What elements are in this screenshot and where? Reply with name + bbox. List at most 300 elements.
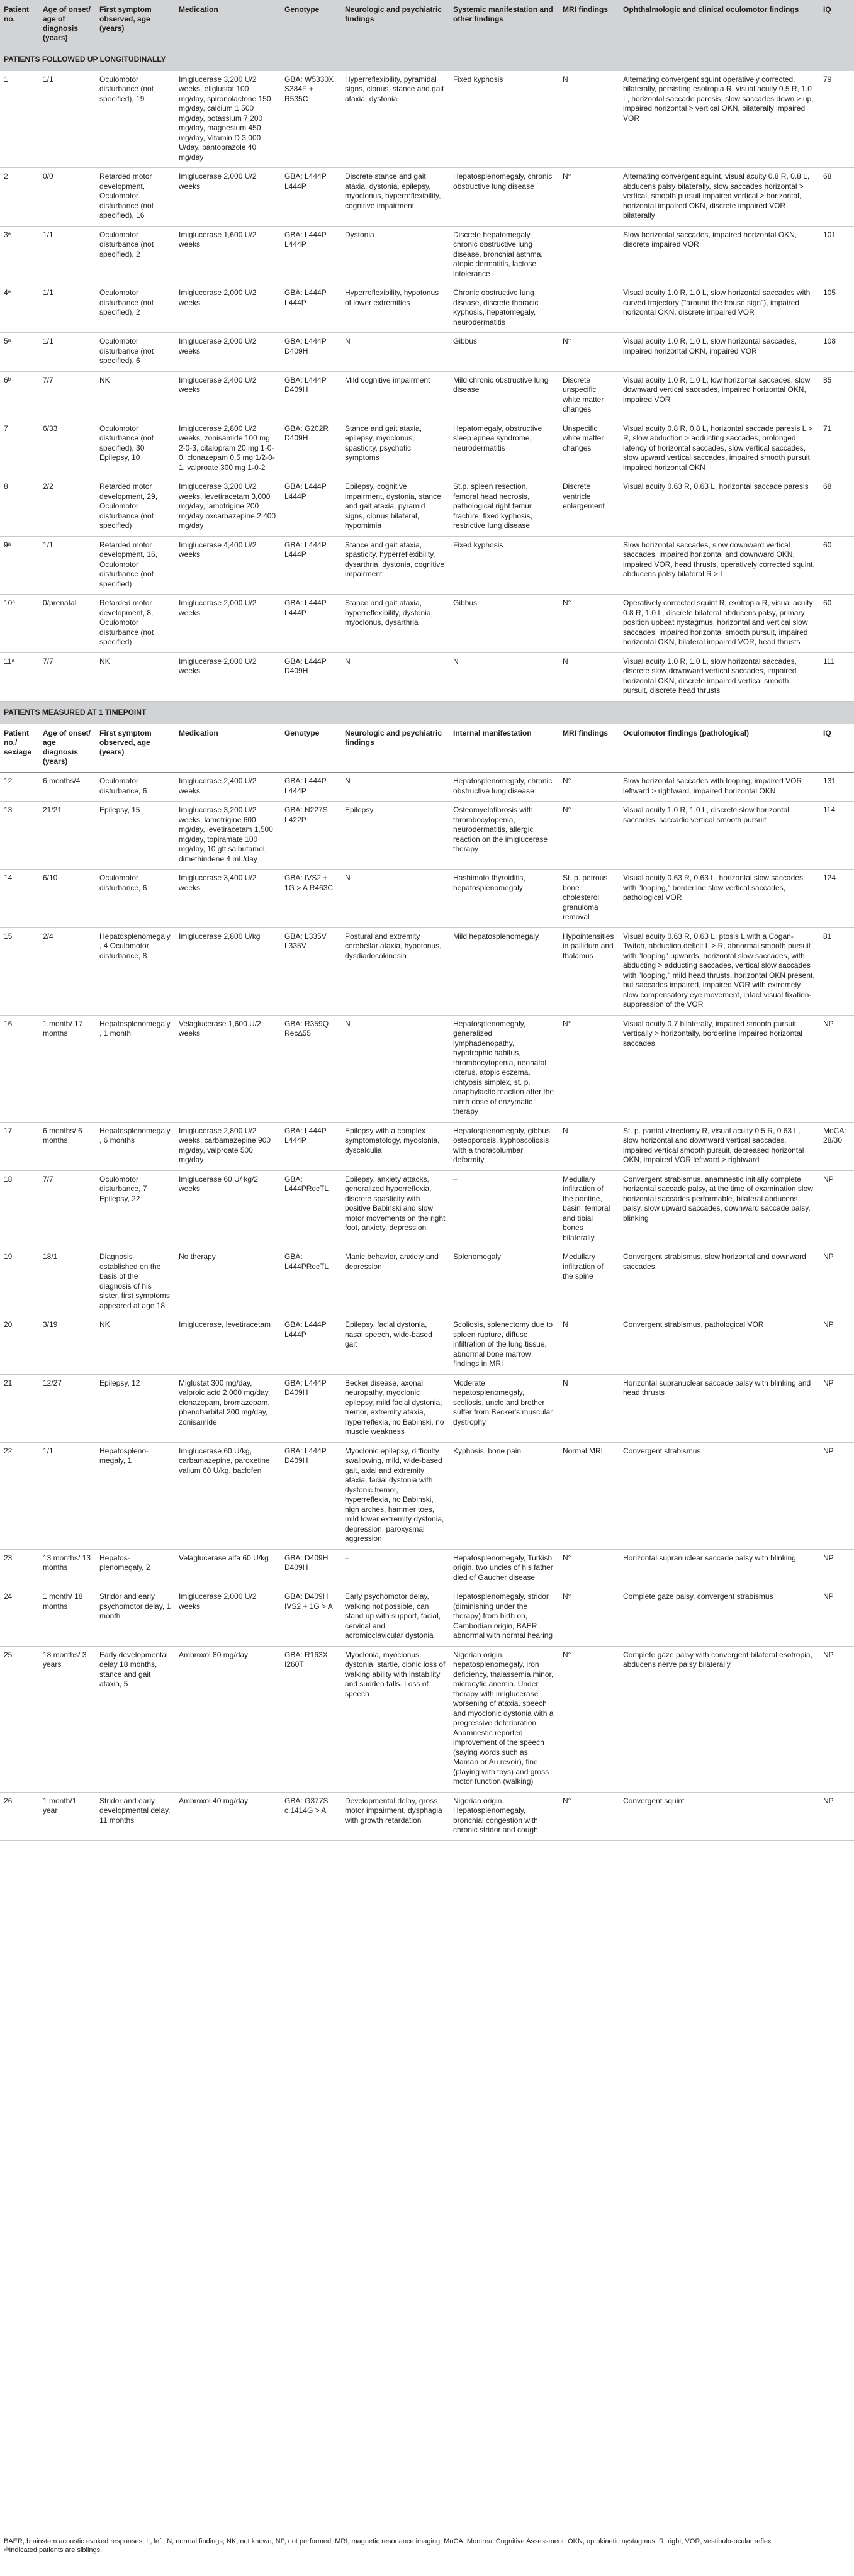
table-cell: Becker disease, axonal neuropathy, myoclonic epilepsy, mild facial dystonia, tremor, extremity ataxia, hyperreflexia, no Babinski, no muscle weakness [341, 1374, 449, 1442]
table-cell: Gibbus [449, 595, 559, 653]
table-cell: GBA: L444P L444P [281, 284, 341, 333]
table-cell: Complete gaze palsy, convergent strabismus [619, 1588, 819, 1647]
table-cell: Nigerian origin, hepatosplenomegaly, iron deficiency, thalassemia minor, microcytic anemia. Under therapy with imiglucerase worsening of ataxia, speech and myoclonic dystonia with a progressive deterioration. Anamnestic reported improvement of the speech (saying words such as Maman or Au revoir), fine (playing with toys) and gross motor function (walking) [449, 1646, 559, 1792]
table-cell: Imiglucerase 2,000 U/2 weeks [175, 1588, 281, 1647]
table-cell: 1/1 [39, 333, 96, 372]
table-cell: Scoliosis, splenectomy due to spleen rupture, diffuse infiltration of the lung tissue, abnormal bone marrow findings in MRI [449, 1316, 559, 1375]
table-cell: Oculomotor disturbance (not specified), 2 [96, 226, 175, 284]
table-cell: NK [96, 1316, 175, 1375]
table-body [0, 48, 854, 1840]
table-cell: GBA: N227S L422P [281, 802, 341, 870]
table-row [0, 371, 854, 420]
table-cell: GBA: IVS2 + 1G > A R463C [281, 870, 341, 928]
table-row [0, 420, 854, 478]
section-title: PATIENTS MEASURED AT 1 TIMEPOINT [0, 701, 854, 724]
table-cell: Imiglucerase 2,000 U/2 weeks [175, 595, 281, 653]
table-cell: 9ᵃ [0, 536, 39, 595]
table-cell: 2/2 [39, 478, 96, 537]
table-cell: Mild chronic obstructive lung disease [449, 371, 559, 420]
table-cell: GBA: L444PRecTL [281, 1170, 341, 1248]
table-cell [559, 226, 619, 284]
table-cell: N [449, 652, 559, 701]
table-cell: Discrete ventricle enlargement [559, 478, 619, 537]
table-cell: Hepatosplenomegaly, 4 Oculomotor disturbance, 8 [96, 927, 175, 1015]
table-cell: Imiglucerase 3,400 U/2 weeks [175, 870, 281, 928]
table-cell: 105 [819, 284, 854, 333]
table-cell: Fixed kyphosis [449, 71, 559, 168]
table-cell: Visual acuity 0.8 R, 0.8 L, horizontal saccade paresis L > R, slow abduction > adducting saccades, prolonged latency of horizontal saccades, slow vertical saccades, slow upward vertical saccades, impaired smooth pursuit, impaired horizontal OKN [619, 420, 819, 478]
table-cell: – [341, 1549, 449, 1588]
table-cell: GBA: L335V L335V [281, 927, 341, 1015]
table-cell: 7/7 [39, 1170, 96, 1248]
table-cell: Imiglucerase 2,000 U/2 weeks [175, 333, 281, 372]
table-cell: Imiglucerase 3,200 U/2 weeks, eliglustat 100 mg/day, spironolactone 150 mg/day, calcium 1,500 mg/day, potassium 7,200 mg/day, magnesium 450 mg/day, Vitamin D 3,000 U/day, pantoprazole 40 mg/day [175, 71, 281, 168]
table-cell: Epilepsy, cognitive impairment, dystonia, stance and gait ataxia, pyramid signs, clonus bilateral, hypomimia [341, 478, 449, 537]
header-cell: Neurologic and psychiatric findings [341, 0, 449, 48]
table-cell: Horizontal supranuclear saccade palsy with blinking and head thrusts [619, 1374, 819, 1442]
table-cell: 60 [819, 536, 854, 595]
table-cell: GBA: L444P L444P [281, 1122, 341, 1170]
table-cell: 1/1 [39, 226, 96, 284]
subheader-cell: Internal manifestation [449, 724, 559, 773]
table-cell: 124 [819, 870, 854, 928]
table-cell: GBA: G377S c.1414G > A [281, 1792, 341, 1840]
table-cell: Visual acuity 1.0 R, 1.0 L, discrete slow horizontal saccades, saccadic vertical smooth pursuit [619, 802, 819, 870]
table-cell: Imiglucerase 2,000 U/2 weeks [175, 168, 281, 227]
table-cell: N [559, 652, 619, 701]
table-cell: Slow horizontal saccades, slow downward vertical saccades, impaired horizontal and downward OKN, impaired VOR, head thrusts, operatively corrected squint, abducens palsy bilateral R > L [619, 536, 819, 595]
table-cell: Stridor and early psychomotor delay, 1 month [96, 1588, 175, 1647]
table-cell: NK [96, 371, 175, 420]
table-cell: Imiglucerase 2,800 U/2 weeks, zonisamide 100 mg 2-0-3, citalopram 20 mg 1-0-0, clonazepam 0,5 mg 1/2-0-1, valproate 300 mg 1-0-2 [175, 420, 281, 478]
table-cell: NP [819, 1316, 854, 1375]
table-cell: 21/21 [39, 802, 96, 870]
table-cell: Epilepsy with a complex symptomatology, myoclonia, dyscalculia [341, 1122, 449, 1170]
table-cell: 5ᵃ [0, 333, 39, 372]
table-row [0, 1646, 854, 1792]
table-cell: Epilepsy, anxiety attacks, generalized hyperreflexia, discrete spasticity with positive Babinski and slow motor movements on the right foot, anxiety, depression [341, 1170, 449, 1248]
table-cell: Diagnosis established on the basis of the diagnosis of his sister, first symptoms appeared at age 18 [96, 1248, 175, 1316]
table-row [0, 1170, 854, 1248]
table-cell: GBA: L444P D409H [281, 1442, 341, 1549]
table-cell: Imiglucerase 2,800 U/2 weeks, carbamazepine 900 mg/day, valproate 500 mg/day [175, 1122, 281, 1170]
table-cell: 18/1 [39, 1248, 96, 1316]
table-cell: 0/0 [39, 168, 96, 227]
table-row [0, 536, 854, 595]
table-cell: 18 [0, 1170, 39, 1248]
table-row [0, 1015, 854, 1122]
table-cell: Imiglucerase 60 U/kg, carbamazepine, paroxetine, valium 60 U/kg, baclofen [175, 1442, 281, 1549]
table-cell: N [559, 1316, 619, 1375]
table-cell: 1 month/1 year [39, 1792, 96, 1840]
table-cell: Osteomyelofibrosis with thrombocytopenia, neurodermatitis, allergic reaction on the imiglucerase therapy [449, 802, 559, 870]
subheader-cell: Age of onset/ age diagnosis (years) [39, 724, 96, 773]
table-cell: Hepatosplenomegaly, 1 month [96, 1015, 175, 1122]
table-row [0, 1792, 854, 1840]
table-cell: 101 [819, 226, 854, 284]
table-cell: Oculomotor disturbance, 6 [96, 773, 175, 802]
table-cell: Retarded motor development, 16, Oculomotor disturbance (not specified) [96, 536, 175, 595]
table-cell: 3/19 [39, 1316, 96, 1375]
table-cell: 22 [0, 1442, 39, 1549]
table-row [0, 1316, 854, 1375]
table-cell: N [341, 1015, 449, 1122]
subheader-cell: MRI findings [559, 724, 619, 773]
table-row [0, 802, 854, 870]
table-row [0, 595, 854, 653]
table-cell: 12/27 [39, 1374, 96, 1442]
table-cell: Visual acuity 0.63 R, 0.63 L, horizontal saccade paresis [619, 478, 819, 537]
table-cell: Hepatomegaly, obstructive sleep apnea syndrome, neurodermatitis [449, 420, 559, 478]
table-cell: 1/1 [39, 1442, 96, 1549]
table-cell: 3ᵃ [0, 226, 39, 284]
table-cell: Splenomegaly [449, 1248, 559, 1316]
table-cell: NP [819, 1442, 854, 1549]
table-cell: Mild cognitive impairment [341, 371, 449, 420]
table-cell: GBA: R359Q Rec∆55 [281, 1015, 341, 1122]
table-cell: Visual acuity 1.0 R, 1.0 L, low horizontal saccades, slow downward vertical saccades, impaired horizontal OKN, impaired VOR [619, 371, 819, 420]
subheader-cell: Medication [175, 724, 281, 773]
table-cell: GBA: L444P L444P [281, 168, 341, 227]
table-cell: 7/7 [39, 371, 96, 420]
subheader-cell: Genotype [281, 724, 341, 773]
table-cell: Epilepsy, facial dystonia, nasal speech, wide-based gait [341, 1316, 449, 1375]
table-cell: NP [819, 1170, 854, 1248]
table-cell: N° [559, 1646, 619, 1792]
table-row [0, 226, 854, 284]
table-row [0, 1549, 854, 1588]
table-cell: Hepatosplenomegaly, chronic obstructive lung disease [449, 773, 559, 802]
table-cell: Normal MRI [559, 1442, 619, 1549]
subheader-cell: Patient no./ sex/age [0, 724, 39, 773]
table-cell: Slow horizontal saccades, impaired horizontal OKN, discrete impaired VOR [619, 226, 819, 284]
table-cell: Oculomotor disturbance (not specified), 2 [96, 284, 175, 333]
table-cell: Miglustat 300 mg/day, valproic acid 2,000 mg/day, clonazepam, bromazepam, phenobarbital 200 mg/day, zonisamide [175, 1374, 281, 1442]
table-cell: 71 [819, 420, 854, 478]
table-cell: N° [559, 333, 619, 372]
table-cell: Discrete hepatomegaly, chronic obstructive lung disease, bronchial asthma, atopic dermatitis, lactose intolerance [449, 226, 559, 284]
table-cell: 1/1 [39, 284, 96, 333]
table-cell: GBA: L444P L444P [281, 226, 341, 284]
table-footnote [4, 2537, 847, 2555]
table-cell: Retarded motor development, 29, Oculomotor disturbance (not specified) [96, 478, 175, 537]
table-cell: Complete gaze palsy with convergent bilateral esotropia, abducens nerve palsy bilaterally [619, 1646, 819, 1792]
table-cell: 13 [0, 802, 39, 870]
table-cell: 19 [0, 1248, 39, 1316]
footnote-siblings: ᵃᵇIndicated patients are siblings. [4, 2546, 103, 2554]
table-cell: 15 [0, 927, 39, 1015]
table-cell: Visual acuity 0.63 R, 0.63 L, horizontal slow saccades with "looping," borderline slow vertical saccades, pathological VOR [619, 870, 819, 928]
table-row [0, 1248, 854, 1316]
table-cell: GBA: G202R D409H [281, 420, 341, 478]
table-cell: NP [819, 1248, 854, 1316]
table-cell: 14 [0, 870, 39, 928]
section-title: PATIENTS FOLLOWED UP LONGITUDINALLY [0, 48, 854, 71]
table-cell: NP [819, 1015, 854, 1122]
table-cell: MoCA: 28/30 [819, 1122, 854, 1170]
table-cell: Medullary infiltration of the pontine, basin, femoral and tibial bones bilaterally [559, 1170, 619, 1248]
table-cell: 1/1 [39, 71, 96, 168]
table-cell: St. p. partial vitrectomy R, visual acuity 0.5 R, 0.63 L, slow horizontal and downward vertical saccades, impaired vertical smooth pursuit, decreased horizontal OKN, impaired VOR leftward > rightward [619, 1122, 819, 1170]
table-cell: NK [96, 652, 175, 701]
table-cell: Retarded motor development, 8, Oculomotor disturbance (not specified) [96, 595, 175, 653]
table-cell: Imiglucerase 1,600 U/2 weeks [175, 226, 281, 284]
table-cell: Medullary infiltration of the spine [559, 1248, 619, 1316]
table-cell: 24 [0, 1588, 39, 1647]
table-cell: Convergent strabismus, pathological VOR [619, 1316, 819, 1375]
table-cell: Manic behavior, anxiety and depression [341, 1248, 449, 1316]
table-cell: Alternating convergent squint operatively corrected, bilaterally, persisting esotropia R, visual acuity 0.5 R, 1.0 L, horizontal saccade paresis, slow saccades down > up, impaired horizontal > vertical OKN, bilaterally impaired VOR [619, 71, 819, 168]
table-cell: N [341, 870, 449, 928]
table-row [0, 927, 854, 1015]
table-cell: Convergent squint [619, 1792, 819, 1840]
table-cell: GBA: L444P D409H [281, 333, 341, 372]
table-cell: NP [819, 1549, 854, 1588]
table-cell: 1 month/ 18 months [39, 1588, 96, 1647]
table-cell: N [559, 71, 619, 168]
table-cell: 60 [819, 595, 854, 653]
table-cell: 6ᵇ [0, 371, 39, 420]
table-cell: Early psychomotor delay, walking not possible, can stand up with support, facial, cervical and acromioclavicular dystonia [341, 1588, 449, 1647]
table-cell: Visual acuity 1.0 R, 1.0 L, slow horizontal saccades, discrete slow downward vertical saccades, impaired horizontal OKN, discrete impaired vertical smooth pursuit, discrete head thrusts [619, 652, 819, 701]
table-cell: Stance and gait ataxia, hyperreflexibility, dystonia, myoclonus, dysarthria [341, 595, 449, 653]
table-cell: Visual acuity 1.0 R, 1.0 L, slow horizontal saccades with curved trajectory ("around the house sign"), impaired horizontal OKN, discrete impaired VOR [619, 284, 819, 333]
table-cell: 8 [0, 478, 39, 537]
table-cell: GBA: L444P L444P [281, 478, 341, 537]
section-header-row [0, 48, 854, 71]
subheader-cell: First symptom observed, age (years) [96, 724, 175, 773]
table-cell: N° [559, 168, 619, 227]
table-cell: Ambroxol 40 mg/day [175, 1792, 281, 1840]
table-cell: 23 [0, 1549, 39, 1588]
table-cell: 2 [0, 168, 39, 227]
table-cell: N° [559, 1549, 619, 1588]
table-cell: Discrete unspecific white matter changes [559, 371, 619, 420]
table-row [0, 1588, 854, 1647]
table-cell: Imiglucerase 2,000 U/2 weeks [175, 652, 281, 701]
table-cell: 17 [0, 1122, 39, 1170]
table-cell: 4ᵃ [0, 284, 39, 333]
table-cell: N° [559, 595, 619, 653]
subheader-cell: IQ [819, 724, 854, 773]
table-cell: Operatively corrected squint R, exotropia R, visual acuity 0.8 R, 1.0 L, discrete bilateral abducens palsy, primary position upbeat nystagmus, horizontal and vertical slow saccades, impaired horizontal smooth pursuit, impaired horizontal OKN, bilateral impaired VOR, head thrusts [619, 595, 819, 653]
table-cell: 20 [0, 1316, 39, 1375]
table-cell: Stance and gait ataxia, spasticity, hyperreflexibility, dysarthria, dystonia, cognitive impairment [341, 536, 449, 595]
table-cell: GBA: L444P L444P [281, 773, 341, 802]
table-cell: Discrete stance and gait ataxia, dystonia, epilepsy, myoclonus, hyperreflexibility, cognitive impairment [341, 168, 449, 227]
table-cell: 6/10 [39, 870, 96, 928]
table-cell: GBA: D409H D409H [281, 1549, 341, 1588]
table-row [0, 1442, 854, 1549]
table-cell: Hepatosplenomegaly, 6 months [96, 1122, 175, 1170]
table-cell: Hypointensities in pallidum and thalamus [559, 927, 619, 1015]
table-cell: Imiglucerase 2,400 U/2 weeks [175, 371, 281, 420]
table-cell: 21 [0, 1374, 39, 1442]
table-cell: GBA: L444PRecTL [281, 1248, 341, 1316]
table-cell: Imiglucerase 2,400 U/2 weeks [175, 773, 281, 802]
header-cell: MRI findings [559, 0, 619, 48]
table-cell: Imiglucerase 3,200 U/2 weeks, levetiracetam 3,000 mg/day, lamotrigine 200 mg/day oxcarbazepine 2,400 mg/day [175, 478, 281, 537]
table-cell: Epilepsy, 15 [96, 802, 175, 870]
table-cell: Mild hepatosplenomegaly [449, 927, 559, 1015]
table-cell: 1/1 [39, 536, 96, 595]
table-cell: Gibbus [449, 333, 559, 372]
table-cell: Imiglucerase 60 U/ kg/2 weeks [175, 1170, 281, 1248]
table-cell: N° [559, 773, 619, 802]
table-cell: GBA: L444P L444P [281, 1316, 341, 1375]
table-cell: Hepatosplenomegaly, chronic obstructive lung disease [449, 168, 559, 227]
table-cell: Velaglucerase 1,600 U/2 weeks [175, 1015, 281, 1122]
table-cell: 79 [819, 71, 854, 168]
table-cell: Hepatos-plenomegaly, 2 [96, 1549, 175, 1588]
table-cell: Fixed kyphosis [449, 536, 559, 595]
table-row [0, 168, 854, 227]
table-cell: – [449, 1170, 559, 1248]
table-cell: GBA: L444P D409H [281, 1374, 341, 1442]
table-cell: 10ᵃ [0, 595, 39, 653]
table-cell: GBA: W5330X S384F + R535C [281, 71, 341, 168]
table-cell: Stance and gait ataxia, epilepsy, myoclonus, spasticity, psychotic symptoms [341, 420, 449, 478]
table-cell: St. p. petrous bone cholesterol granuloma removal [559, 870, 619, 928]
table-row [0, 652, 854, 701]
header-cell: IQ [819, 0, 854, 48]
header-cell: Age of onset/ age of diagnosis (years) [39, 0, 96, 48]
table-cell: 7 [0, 420, 39, 478]
table-cell: Moderate hepatosplenomegaly, scoliosis, uncle and brother suffer from Becker's muscular dystrophy [449, 1374, 559, 1442]
table-cell: Postural and extremity cerebellar ataxia, hypotonus, dysdiadocokinesia [341, 927, 449, 1015]
table-cell: GBA: L444P L444P [281, 536, 341, 595]
table-cell: No therapy [175, 1248, 281, 1316]
table-cell: 6 months/4 [39, 773, 96, 802]
table-cell: NP [819, 1588, 854, 1647]
table-cell: N° [559, 1792, 619, 1840]
table-cell: Ambroxol 80 mg/day [175, 1646, 281, 1792]
table-cell: Hepatosplenomegaly, gibbus, osteoporosis, kyphoscoliosis with a thoracolumbar deformity [449, 1122, 559, 1170]
table-cell: GBA: D409H IVS2 + 1G > A [281, 1588, 341, 1647]
footnote-abbreviations: BAER, brainstem acoustic evoked responses; L, left; N, normal findings; NK, not known; NP, not performed; MRI, magnetic resonance imaging; MoCA, Montreal Cognitive Assessment; OKN, optokinetic nystagmus; R, right; VOR, vestibulo-ocular reflex. [4, 2538, 773, 2545]
table-cell: 114 [819, 802, 854, 870]
table-cell: Early developmental delay 18 months, stance and gait ataxia, 5 [96, 1646, 175, 1792]
table-cell: Unspecific white matter changes [559, 420, 619, 478]
header-cell: Ophthalmologic and clinical oculomotor findings [619, 0, 819, 48]
table-cell: NP [819, 1374, 854, 1442]
table-cell: Oculomotor disturbance, 7 Epilepsy, 22 [96, 1170, 175, 1248]
table-cell: Epilepsy [341, 802, 449, 870]
table-cell: Stridor and early developmental delay, 11 months [96, 1792, 175, 1840]
table-row [0, 478, 854, 537]
table-cell: 2/4 [39, 927, 96, 1015]
table-cell: 1 month/ 17 months [39, 1015, 96, 1122]
table-cell: Developmental delay, gross motor impairment, dysphagia with growth retardation [341, 1792, 449, 1840]
table-cell: 7/7 [39, 652, 96, 701]
table-cell: Hepatosplenomegaly, generalized lymphadenopathy, hypotrophic habitus, thrombocytopenia, neonatal icterus, atopic eczema, ichtyosis simplex, st. p. anaphylactic reaction after the ninth dose of enzymatic therapy [449, 1015, 559, 1122]
table-cell: Imiglucerase 3,200 U/2 weeks, lamotrigine 600 mg/day, levetiracetam 1,500 mg/day, topiramate 100 mg/day, 10 gtt salbutamol, dimethindene 4 mL/day [175, 802, 281, 870]
table-cell: Visual acuity 0.63 R, 0.63 L, ptosis L with a Cogan-Twitch, abduction deficit L > R, abnormal smooth pursuit with "looping" upwards, horizontal slow saccades, with abducting > adducting saccades, vertical slow saccades with "looping," mild head thrusts, horizontal OKN present, but saccades impaired, impaired VOR with extremely slow compensatory eye movement, intact visual fixation-suppression of the VOR [619, 927, 819, 1015]
subheader-row [0, 724, 854, 773]
table-cell: 68 [819, 168, 854, 227]
table-cell: Hyperreflexibility, hypotonus of lower extremities [341, 284, 449, 333]
table-cell: Hepatospleno-megaly, 1 [96, 1442, 175, 1549]
table-cell: N [341, 652, 449, 701]
table-cell: GBA: L444P D409H [281, 652, 341, 701]
table-cell: N° [559, 1015, 619, 1122]
table-cell: Nigerian origin. Hepatosplenomegaly, bronchial congestion with chronic stridor and cough [449, 1792, 559, 1840]
table-cell: 0/prenatal [39, 595, 96, 653]
table-row [0, 1374, 854, 1442]
table-cell: Epilepsy, 12 [96, 1374, 175, 1442]
table-cell: Alternating convergent squint, visual acuity 0.8 R, 0.8 L, abducens palsy bilaterally, slow saccades horizontal > vertical, smooth pursuit impaired vertical > horizontal, horizontal impaired OKN, discrete impaired VOR bilaterally [619, 168, 819, 227]
subheader-cell: Oculomotor findings (pathological) [619, 724, 819, 773]
table-cell: NP [819, 1792, 854, 1840]
table-cell: Hepatosplenomegaly, Turkish origin, two uncles of his father died of Gaucher disease [449, 1549, 559, 1588]
table-cell: Dystonia [341, 226, 449, 284]
table-cell: 81 [819, 927, 854, 1015]
table-cell: N [341, 333, 449, 372]
table-cell: Chronic obstructive lung disease, discrete thoracic kyphosis, hepatomegaly, neurodermatitis [449, 284, 559, 333]
header-cell: Patient no. [0, 0, 39, 48]
table-cell: Kyphosis, bone pain [449, 1442, 559, 1549]
table-row [0, 71, 854, 168]
table-cell: N [559, 1374, 619, 1442]
table-cell: GBA: L444P D409H [281, 371, 341, 420]
table-row [0, 870, 854, 928]
table-cell: St.p. spleen resection, femoral head necrosis, pathological right femur fracture, fixed kyphosis, restrictive lung disease [449, 478, 559, 537]
table-cell: 16 [0, 1015, 39, 1122]
table-cell: Retarded motor development, Oculomotor disturbance (not specified), 16 [96, 168, 175, 227]
table-header-row [0, 0, 854, 48]
table-cell: Oculomotor disturbance, 6 [96, 870, 175, 928]
header-cell: First symptom observed, age (years) [96, 0, 175, 48]
table-cell: Oculomotor disturbance (not specified), 6 [96, 333, 175, 372]
table-row [0, 284, 854, 333]
table-cell: 108 [819, 333, 854, 372]
table-cell: 6/33 [39, 420, 96, 478]
table-cell: Convergent strabismus, anamnestic initially complete horizontal saccade palsy, at the time of examination slow horizontal saccades performable, bilateral abducens palsy, slow upward saccades, downward saccade palsy, blinking [619, 1170, 819, 1248]
table-cell: 1 [0, 71, 39, 168]
table-cell: Myoclonic epilepsy, difficulty swallowing, mild, wide-based gait, axial and extremity ataxia, facial dystonia with dystonic tremor, hyperreflexia, no Babinski, high arches, hammer toes, mild lower extremity dystonia, depression, paroxysmal aggression [341, 1442, 449, 1549]
table-cell: 12 [0, 773, 39, 802]
table-cell: Myoclonia, myoclonus, dystonia, startle, clonic loss of walking ability with instability and sudden falls. Loss of speech [341, 1646, 449, 1792]
table-cell: Hepatosplenomegaly, stridor (diminishing under the therapy) from birth on, Cambodian origin, BAER abnormal with normal hearing [449, 1588, 559, 1647]
table-cell: 25 [0, 1646, 39, 1792]
table-cell: Slow horizontal saccades with looping, impaired VOR leftward > rightward, impaired horizontal OKN [619, 773, 819, 802]
table-cell: Imiglucerase, levetiracetam [175, 1316, 281, 1375]
section-header-row [0, 701, 854, 724]
table-cell: N [341, 773, 449, 802]
subheader-cell: Neurologic and psychiatric findings [341, 724, 449, 773]
table-cell [559, 536, 619, 595]
table-cell: Hashimoto thyroiditis, hepatosplenomegaly [449, 870, 559, 928]
table-cell: Imiglucerase 4,400 U/2 weeks [175, 536, 281, 595]
table-cell: 26 [0, 1792, 39, 1840]
table-cell: Imiglucerase 2,800 U/kg [175, 927, 281, 1015]
table-cell: 111 [819, 652, 854, 701]
table-cell: 6 months/ 6 months [39, 1122, 96, 1170]
header-cell: Genotype [281, 0, 341, 48]
table-cell: 18 months/ 3 years [39, 1646, 96, 1792]
table-cell: Horizontal supranuclear saccade palsy with blinking [619, 1549, 819, 1588]
table-cell: GBA: R163X I260T [281, 1646, 341, 1792]
table-cell: N° [559, 1588, 619, 1647]
table-cell: N [559, 1122, 619, 1170]
table-cell: 11ᵃ [0, 652, 39, 701]
table-cell: Oculomotor disturbance (not specified), 30 Epilepsy, 10 [96, 420, 175, 478]
table-cell: Oculomotor disturbance (not specified), 19 [96, 71, 175, 168]
table-cell: 131 [819, 773, 854, 802]
table-cell: Visual acuity 1.0 R, 1.0 L, slow horizontal saccades, impaired horizontal OKN, impaired VOR [619, 333, 819, 372]
table-row [0, 773, 854, 802]
table-cell: Convergent strabismus, slow horizontal and downward saccades [619, 1248, 819, 1316]
